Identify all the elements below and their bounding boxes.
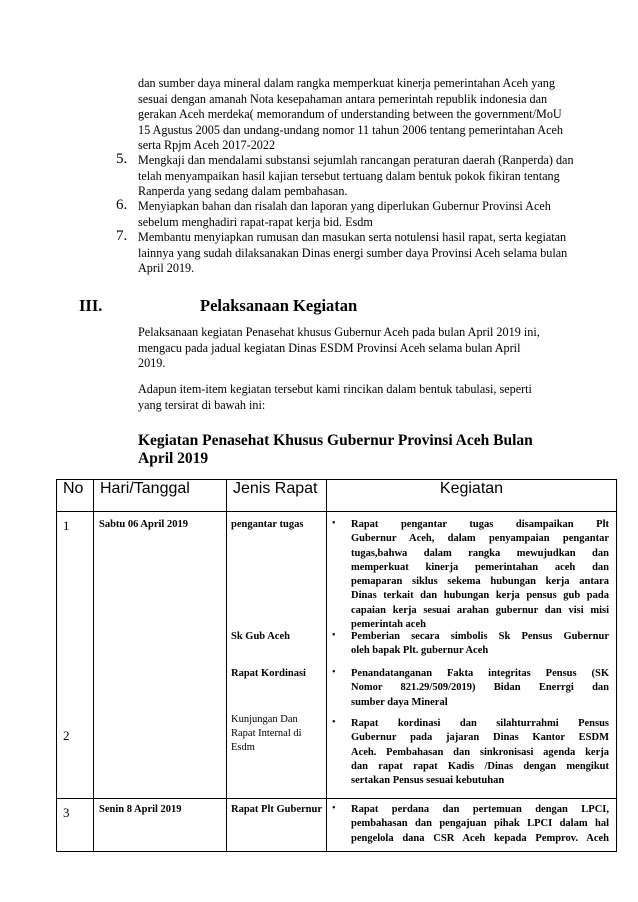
paragraph-line: mengacu pada jadual kegiatan Dinas ESDM Provinsi Aceh selama bulan April	[138, 340, 521, 355]
paragraph-line: yang tersirat di bawah ini:	[138, 397, 266, 412]
list-line: Mengkaji dan mendalami substansi sejumlah rancangan peraturan daerah (Ranperda) dan	[138, 153, 574, 167]
list-number: 5.	[116, 151, 128, 167]
activity-text	[351, 518, 609, 632]
meeting-type: pengantar tugas	[231, 519, 304, 530]
table-header-row	[57, 480, 617, 512]
activity-line: Gubernur pada jajaran Dinas Kantor ESDM	[351, 732, 609, 744]
list-line: Ranperda yang sedang dalam pembahasan.	[138, 184, 348, 199]
activity-line: pemerintah aceh	[351, 619, 426, 631]
list-line: April 2019.	[138, 261, 195, 276]
list-item-text	[138, 153, 593, 200]
list-item-text	[138, 199, 593, 230]
activity-line: Rapat perdana dan pertemuan dengan LPCI,	[351, 804, 609, 815]
bullet-icon: •	[332, 630, 336, 641]
table-title	[138, 432, 608, 468]
meeting-type: Sk Gub Aceh	[231, 631, 290, 642]
activity-line: pengelola dana CSR Aceh kepada Pemprov. Aceh	[351, 832, 609, 844]
paragraph-line: Pelaksanaan kegiatan Penasehat khusus Gubernur Aceh pada bulan April 2019 ini,	[138, 325, 540, 339]
activity-text	[351, 630, 609, 659]
bullet-icon: •	[332, 518, 336, 529]
cell-date	[94, 799, 227, 852]
bullet-icon: •	[332, 667, 336, 678]
table-title-line: Kegiatan Penasehat Khusus Gubernur Provinsi Aceh Bulan	[138, 432, 533, 449]
intro-line: dan sumber daya mineral dalam rangka memperkuat kinerja pemerintahan Aceh yang	[138, 76, 555, 90]
paragraph-line: 2019.	[138, 356, 166, 371]
cell-date	[94, 512, 227, 799]
row-number: 3	[63, 805, 70, 820]
activity-line: sumber daya Mineral	[351, 696, 448, 708]
cell-type	[227, 799, 327, 852]
header-activity: Kegiatan	[327, 480, 617, 512]
table-row	[57, 512, 617, 799]
activity-text	[351, 667, 609, 710]
cell-activity	[327, 512, 617, 799]
row-number: 1	[63, 518, 70, 533]
meeting-type-line: Kunjungan Dan	[231, 714, 298, 725]
list-line: telah menyampaikan hasil kajian tersebut tertuang dalam bentuk pokok fikiran tentang	[138, 168, 560, 183]
activity-text	[351, 803, 609, 846]
header-date: Hari/Tanggal	[94, 480, 227, 512]
activity-line: capaian kerja sesuai arahan gubernur dan visi misi	[351, 604, 609, 616]
cell-no	[57, 799, 94, 852]
intro-line: sesuai dengan amanah Nota kesepahaman antara pemerintah republik indonesia dan	[138, 91, 548, 106]
activity-line: pembahasan dan pengajuan pihak LPCI dalam hal	[351, 818, 609, 830]
activity-line: dan rapat rapat Kadis /Dinas dengan mengikut	[351, 760, 609, 772]
intro-paragraph	[138, 76, 593, 154]
activity-line: oleh bapak Plt. gubernur Aceh	[351, 645, 489, 657]
meeting-type	[231, 713, 302, 755]
section-paragraph	[138, 325, 593, 372]
intro-line: 15 Agustus 2005 dan undang-undang nomor 11 tahun 2006 tentang pemerintahan Aceh	[138, 122, 564, 137]
table-row	[57, 799, 617, 852]
activity-line: Gubernur Aceh, dalam penyampaian pengantar	[351, 533, 609, 545]
date-text: Sabtu 06 April 2019	[99, 519, 188, 530]
section-title: Pelaksanaan Kegiatan	[200, 296, 358, 315]
paragraph-line: Adapun item-item kegiatan tersebut kami rincikan dalam bentuk tabulasi, seperti	[138, 382, 532, 396]
list-line: sebelum menghadiri rapat-rapat kerja bid. Esdm	[138, 214, 373, 229]
table-title-line: April 2019	[138, 450, 209, 467]
activity-line: sertakan Pensus sesuai kebutuhan	[351, 775, 505, 787]
cell-no	[57, 512, 94, 799]
date-text: Senin 8 April 2019	[99, 804, 182, 815]
activity-line: memperkuat kinerja pemerintahan aceh dan	[351, 561, 609, 573]
section-number: III.	[79, 296, 103, 315]
bullet-icon: •	[332, 717, 336, 728]
list-line: lainnya yang sudah dilaksanakan Dinas energi sumber daya Provinsi Aceh selama bulan	[138, 245, 568, 260]
bullet-icon: •	[332, 803, 336, 814]
activity-text	[351, 717, 609, 788]
list-number: 6.	[116, 197, 128, 213]
activity-line: Rapat kordinasi dan silahturrahmi Pensus	[351, 718, 609, 729]
activity-line: Nomor 821.29/509/2019) Bidan Enerrgi dan	[351, 682, 609, 694]
header-type: Jenis Rapat	[227, 480, 327, 512]
activity-line: tugas,bahwa dalam rangka mewujudkan dan	[351, 547, 609, 559]
activity-line: Penandatanganan Fakta integritas Pensus (SK	[351, 668, 609, 679]
row-number: 2	[63, 728, 70, 743]
meeting-type-line: Rapat Internal di	[231, 728, 302, 739]
list-number: 7.	[116, 228, 128, 244]
cell-activity	[327, 799, 617, 852]
list-item-text	[138, 230, 593, 277]
meeting-type-line: Esdm	[231, 742, 255, 753]
intro-line: gerakan Aceh merdeka( memorandum of understanding between the government/MoU	[138, 107, 562, 122]
list-line: Menyiapkan bahan dan risalah dan laporan yang diperlukan Gubernur Provinsi Aceh	[138, 199, 551, 213]
intro-line: serta Rpjm Aceh 2017-2022	[138, 138, 276, 153]
activity-line: Pemberian secara simbolis Sk Pensus Gubernur	[351, 631, 609, 642]
meeting-type: Rapat Plt Gubernur	[231, 804, 323, 815]
section-paragraph	[138, 382, 593, 413]
activity-line: pemaparan siklus sekema hubungan kerja antara	[351, 576, 609, 588]
activity-line: Dinas terkait dan hubungan kerja pensus gub pada	[351, 590, 609, 602]
activity-line: Aceh. Pembahasan dan sinkronisasi agenda kerja	[351, 746, 609, 758]
header-no: No	[57, 480, 94, 512]
meeting-type: Rapat Kordinasi	[231, 668, 306, 679]
list-line: Membantu menyiapkan rumusan dan masukan serta notulensi hasil rapat, serta kegiatan	[138, 230, 567, 244]
activity-table	[56, 479, 617, 852]
cell-type	[227, 512, 327, 799]
activity-line: Rapat pengantar tugas disampaikan Plt	[351, 519, 609, 530]
